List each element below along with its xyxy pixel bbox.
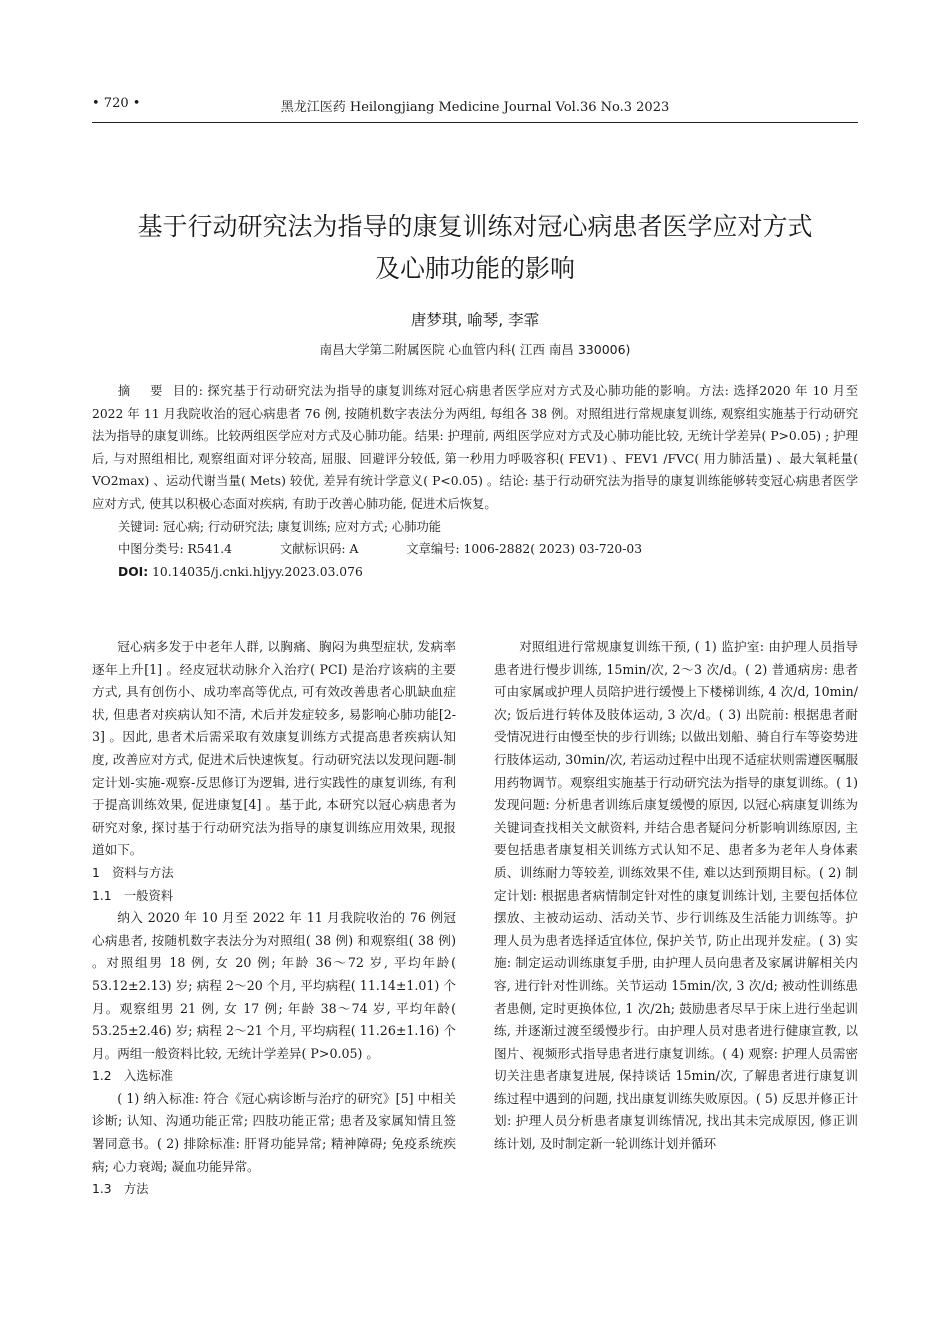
section-title: 入选标准 xyxy=(123,1069,174,1084)
abstract-label: 摘 要 xyxy=(117,384,171,398)
page-number: • 720 • xyxy=(92,96,141,111)
section-number: 1.2 xyxy=(92,1069,112,1084)
section-1-heading xyxy=(92,862,456,885)
section-number: 1 xyxy=(92,865,100,880)
general-data-paragraph: 纳入 2020 年 10 月至 2022 年 11 月我院收治的 76 例冠心病患者, 按随机数字表法分为对照组( 38 例) 和观察组( 38 例) 。对照组男 18 例, 女 20 例; 年龄 36～72 岁, 平均年龄( 53.12±2.13) 岁; 病程 2～20 个月, 平均病程( 11.14±1.01) 个月。观察组男 21 例, 女 17 例; 年龄 38～74 岁, 平均年龄( 53.25±2.46) 岁; 病程 2～21 个月, 平均病程( 11.26±1.16) 个月。两组一般资料比较, 无统计学差异( P>0.05) 。 xyxy=(92,910,456,1061)
article-number: 文章编号: 1006-2882( 2023) 03-720-03 xyxy=(406,542,643,557)
doi-line xyxy=(92,561,858,584)
body-left-column xyxy=(92,636,456,1201)
abstract-block xyxy=(92,380,858,583)
methods-paragraph: 对照组进行常规康复训练干预, ( 1) 监护室: 由护理人员指导患者进行慢步训练, 15min/次, 2～3 次/d。( 2) 普通病房: 患者可由家属或护理人员陪护进行缓慢上下楼梯训练, 4 次/d, 10min/次; 饭后进行转体及肢体运动, 3 次/d。( 3) 出院前: 根据患者耐受情况进行由慢至快的步行训练; 以做出划船、骑自行车等姿势进行肢体运动, 30min/次, 若运动过程中出现不适症状则需遵医嘱服用药物调节。观察组实施基于行动研究法为指导的康复训练。( 1) 发现问题: 分析患者训练后康复缓慢的原因, 以冠心病康复训练为关键词查找相关文献资料, 并结合患者疑问分析影响训练原因, 主要包括患者康复相关训练方式认知不足、患者多为老年人身体素质、训练耐力等较差, 训练效果不佳, 难以达到预期目标。( 2) 制定计划: 根据患者病情制定针对性的康复训练计划, 主要包括体位摆放、主被动运动、活动关节、步行训练及生活能力训练等。护理人员为患者选择适宜体位, 保护关节, 防止出现并发症。( 3) 实施: 制定运动训练康复手册, 由护理人员向患者及家属讲解相关内容, 进行针对性训练。关节运动 15min/次, 3 次/d; 被动性训练患者患侧, 定时更换体位, 1 次/2h; 鼓励患者尽早于床上进行坐起训练, 并逐渐过渡至缓慢步行。由护理人员对患者进行健康宣教, 以图片、视频形式指导患者进行康复训练。( 4) 观察: 护理人员需密切关注患者康复进展, 保持谈话 15min/次, 了解患者进行康复训练过程中遇到的问题, 找出康复训练失败原因。( 5) 反思并修正计划: 护理人员分析患者康复训练情况, 找出其未完成原因, 修正训练计划, 及时制定新一轮训练计划并循环 xyxy=(494,639,858,1152)
abstract-text: 目的: 探究基于行动研究法为指导的康复训练对冠心病患者医学应对方式及心肺功能的影响。方法: 选择2020 年 10 月至 2022 年 11 月我院收治的冠心病患者 76 例, 按随机数字表法分为两组, 每组各 38 例。对照组进行常规康复训练, 观察组实施基于行动研究法为指导的康复训练。比较两组医学应对方式及心肺功能。结果: 护理前, 两组医学应对方式及心肺功能比较, 无统计学差异( P>0.05) ; 护理后, 与对照组相比, 观察组面对评分较高, 屈服、回避评分较低, 第一秒用力呼吸容积( FEV1) 、FEV1 /FVC( 用力肺活量) 、最大氧耗量( VO2max) 、运动代谢当量( Mets) 较优, 差异有统计学意义( P<0.05) 。结论: 基于行动研究法为指导的康复训练能够转变冠心病患者医学应对方式, 使其以积极心态面对疾病, 有助于改善心肺功能, 促进术后恢复。 xyxy=(92,384,858,511)
article-title xyxy=(92,206,858,290)
abstract xyxy=(92,380,858,516)
section-number: 1.1 xyxy=(92,888,112,903)
affiliation: 南昌大学第二附属医院 心血管内科( 江西 南昌 330006) xyxy=(319,342,631,357)
criteria-paragraph: ( 1) 纳入标准: 符合《冠心病诊断与治疗的研究》[5] 中相关诊断; 认知、沟通功能正常; 四肢功能正常; 患者及家属知情且签署同意书。( 2) 排除标准: 肝肾功能异常; 精神障碍; 免疫系统疾病; 心力衰竭; 凝血功能异常。 xyxy=(92,1090,456,1174)
section-title: 方法 xyxy=(123,1182,149,1197)
doi-label: DOI: xyxy=(118,564,149,579)
intro-paragraph: 冠心病多发于中老年人群, 以胸痛、胸闷为典型症状, 发病率逐年上升[1] 。经皮冠状动脉介入治疗( PCI) 是治疗该病的主要方式, 具有创伤小、成功率高等优点, 可有效改善患者心肌缺血症状, 但患者对疾病认知不清, 术后并发症较多, 易影响心肺功能[2-3] 。因此, 患者术后需采取有效康复训练方式提高患者疾病认知度, 改善应对方式, 促进术后快速恢复。行动研究法以发现问题-制定计划-实施-观察-反思修订为逻辑, 进行实践性的康复训练, 有利于提高训练效果, 促进康复[4] 。基于此, 本研究以冠心病患者为研究对象, 探讨基于行动研究法为指导的康复训练应用效果, 现报道如下。 xyxy=(92,639,456,858)
keywords: 关键词: 冠心病; 行动研究法; 康复训练; 应对方式; 心肺功能 xyxy=(118,519,442,534)
section-1-3-heading xyxy=(92,1178,456,1201)
section-number: 1.3 xyxy=(92,1182,112,1197)
body-right-column xyxy=(494,636,858,1156)
header-rule xyxy=(92,122,858,123)
section-title: 资料与方法 xyxy=(112,865,174,880)
clc-number: 中图分类号: R541.4 xyxy=(118,542,232,557)
doi-value: 10.14035/j.cnki.hljyy.2023.03.076 xyxy=(148,564,363,579)
document-code: 文献标识码: A xyxy=(279,542,359,557)
section-1-2-heading xyxy=(92,1065,456,1088)
journal-title: 黑龙江医药 Heilongjiang Medicine Journal Vol.36 No.3 2023 xyxy=(280,100,670,115)
section-1-1-heading xyxy=(92,885,456,908)
classification-line xyxy=(92,538,858,561)
authors: 唐梦琪, 喻琴, 李霏 xyxy=(410,311,540,329)
section-title: 一般资料 xyxy=(123,888,174,903)
title-line-2: 及心肺功能的影响 xyxy=(374,254,575,283)
running-header xyxy=(92,94,858,120)
title-line-1: 基于行动研究法为指导的康复训练对冠心病患者医学应对方式 xyxy=(137,212,813,241)
